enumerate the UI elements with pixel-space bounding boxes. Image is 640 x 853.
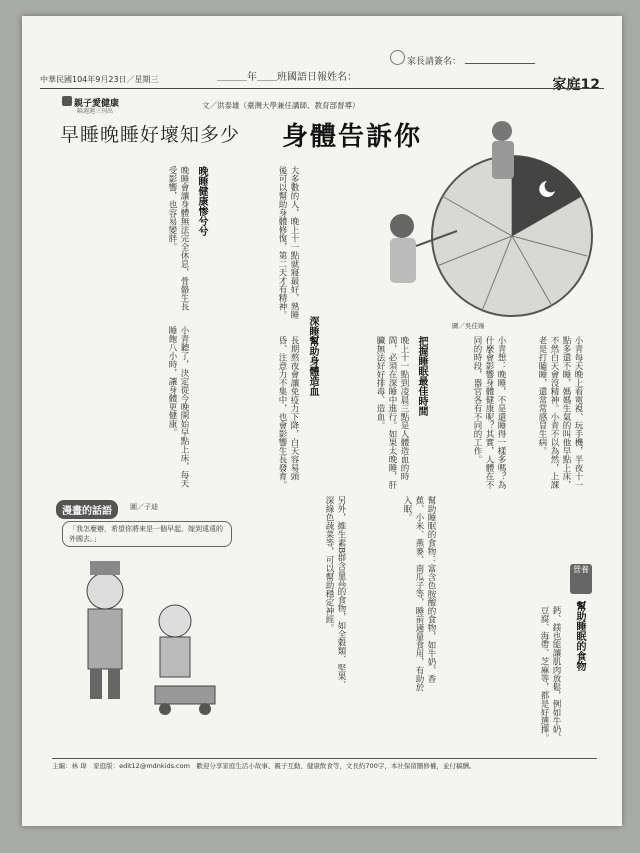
comic-box-credit: 圖／子迪 bbox=[130, 503, 158, 511]
article-column-9: 另外，維生素B群含量高的食物，如全穀類、堅果、深綠色蔬菜等，可以幫助穩定神經。 bbox=[324, 496, 346, 690]
newspaper-page bbox=[22, 16, 622, 826]
column-logo-icon bbox=[62, 96, 72, 106]
article-column-2: 小青想：晚睡，不是還睡得一樣多嗎？為什麼會影響身體健康呢？其實，人體在不同的時段，器官各有不同的工作。 bbox=[472, 336, 506, 489]
illustration-caption: 圖／吳佳臻 bbox=[452, 322, 485, 330]
headline: 早睡晚睡好壞知多少 bbox=[60, 124, 241, 146]
side-box-title: 幫助睡眠的食物 bbox=[574, 601, 585, 671]
subhead-late-sleep: 晚睡健康惨兮兮 bbox=[196, 166, 207, 236]
nutrition-tag: 營養 bbox=[570, 564, 592, 594]
comic-illustration bbox=[60, 551, 230, 726]
comic-box-title: 漫畫的話語 bbox=[56, 500, 118, 519]
comic-quote: 「我怎麼辦，希望你將來是一個早起，嫁到遠遠的外國去。」 bbox=[62, 521, 232, 547]
article-column-1: 小青每天晚上看電視、玩手機，半夜十一點多還不睡，媽媽生氣的叫他早點上床，不然白天會沒精神。小青不以為然，上課老是打瞌睡，還常常感冒生病。 bbox=[537, 336, 583, 489]
subhead-grasp-time: 把握睡眠最佳時間 bbox=[416, 336, 427, 416]
headline-emphasis: 身體告訴你 bbox=[282, 122, 423, 152]
article-column-10: 鈣、鎂也能讓肌肉放鬆，例如牛奶、豆腐、海帶、芝麻等，都是好選擇。 bbox=[539, 606, 561, 742]
column-kicker-sub: 隔週週三刊出 bbox=[77, 108, 114, 115]
article-column-4: 大多數的人，晚上十一點就寢最好，熟睡後可以幫助身體修復，第二天才有精神。 bbox=[277, 166, 299, 319]
article-column-5: 長期熬夜會讓免疫力下降，白天容易頭昏、注意力不集中，也會影響生長發育。 bbox=[277, 336, 299, 489]
article-column-6: 晚睡會讓身體無法完全休息，骨骼生長受影響，也容易變胖。 bbox=[167, 166, 189, 311]
article-column-8: 幫助睡眠的食物：富含色胺酸的食物，如牛奶、香蕉、小米、燕麥、南瓜子等，睡前適量食用，有助於入眠。 bbox=[402, 496, 436, 692]
page-footer: 主編：林 瑋 家庭版：edit12@mdnkids.com 歡迎分享家庭生活小故事、親子互動、健康飲食等，文長約700字，本社保留刪修權，並付稿酬。 bbox=[52, 758, 597, 770]
article-column-3: 晚上十一點到凌晨三點是人體造血的時間，必須在深睡中進行。如果太晚睡，肝臟無法好好排毒、造血。 bbox=[375, 336, 409, 489]
article-column-7: 小青聽了，決定從今晚開始早點上床，每天睡飽八小時，讓身體更健康。 bbox=[167, 326, 189, 488]
column-kicker: 親子愛健康 bbox=[74, 99, 120, 109]
issue-date: 中華民國104年9月23日／星期三 bbox=[40, 75, 159, 84]
header-rule bbox=[40, 88, 604, 89]
sleep-clock-illustration bbox=[362, 96, 602, 326]
section-label: 家庭12 bbox=[552, 77, 600, 93]
parent-signature-label: 家長請簽名： bbox=[407, 54, 535, 67]
stamp-icon bbox=[390, 50, 405, 65]
byline: 文／洪泰雄（臺灣大學兼任講師、教育部督導） bbox=[202, 101, 360, 110]
subhead-deep-sleep: 深睡幫助身體造血 bbox=[307, 316, 318, 396]
student-fill-line: ＿＿＿年＿＿班國語日報姓名： bbox=[217, 72, 357, 83]
